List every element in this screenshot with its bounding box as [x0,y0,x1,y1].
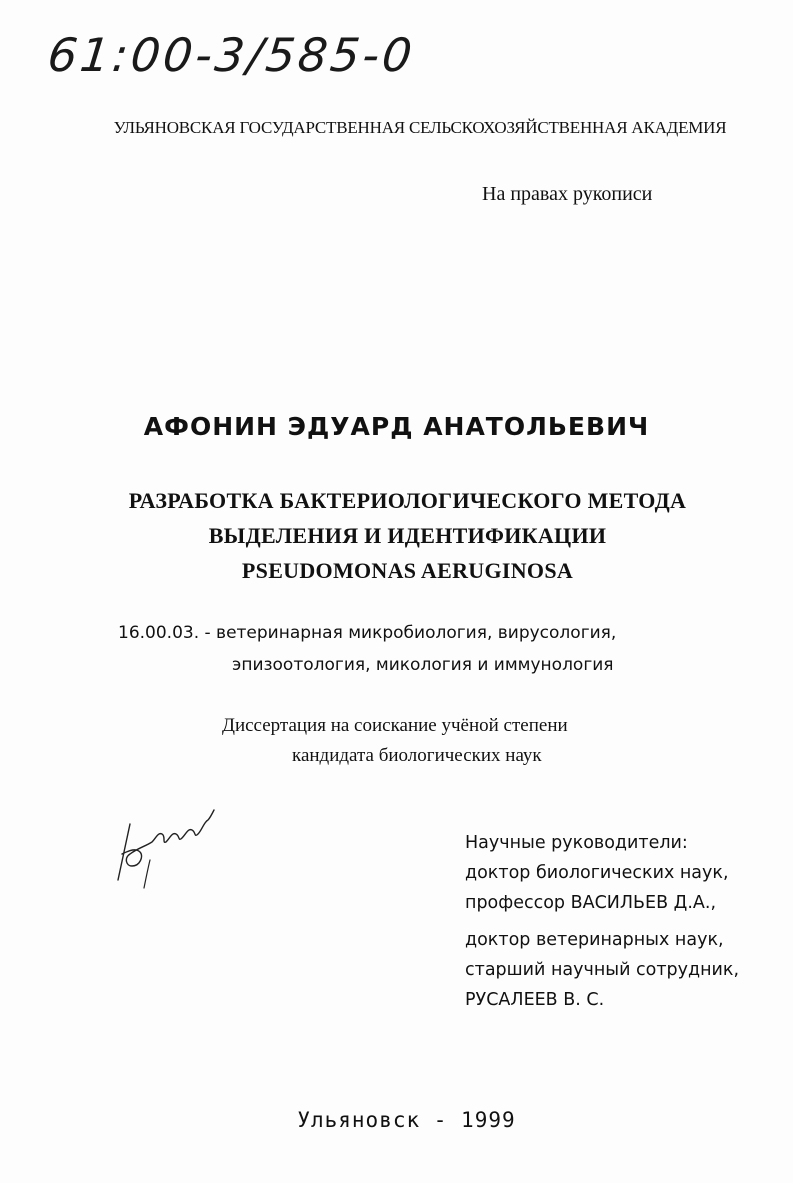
supervisor-2-degree: доктор ветеринарных наук, [465,930,724,950]
supervisor-2-name: РУСАЛЕЕВ В. С. [465,990,605,1010]
dissertation-line-2: кандидата биологических наук [292,745,542,766]
supervisors-heading: Научные руководители: [465,833,688,853]
title-line-3: PSEUDOMONAS AERUGINOSA [241,558,574,583]
handwritten-catalog-number: 61:00-3/585-0 [45,28,418,82]
city-and-year: Ульяновск - 1999 [297,1108,516,1132]
title-line-1: РАЗРАБОТКА БАКТЕРИОЛОГИЧЕСКОГО МЕТОДА [128,488,687,513]
dissertation-line-1: Диссертация на соискание учёной степени [222,715,568,736]
institution-name: УЛЬЯНОВСКАЯ ГОСУДАРСТВЕННАЯ СЕЛЬСКОХОЗЯЙСТВЕННАЯ АКАДЕМИЯ [113,118,727,137]
supervisor-1-name: профессор ВАСИЛЬЕВ Д.А., [465,893,717,913]
specialty-line-1: 16.00.03. - ветеринарная микробиология, вирусология, [118,623,617,643]
supervisor-2-position: старший научный сотрудник, [465,960,740,980]
specialty-line-2: эпизоотология, микология и иммунология [232,655,614,675]
supervisor-1-degree: доктор биологических наук, [465,863,729,883]
manuscript-note: На правах рукописи [482,183,653,205]
author-name: АФОНИН ЭДУАРД АНАТОЛЬЕВИЧ [143,412,650,441]
handwritten-signature [100,792,220,892]
title-line-2: ВЫДЕЛЕНИЯ И ИДЕНТИФИКАЦИИ [208,523,607,548]
